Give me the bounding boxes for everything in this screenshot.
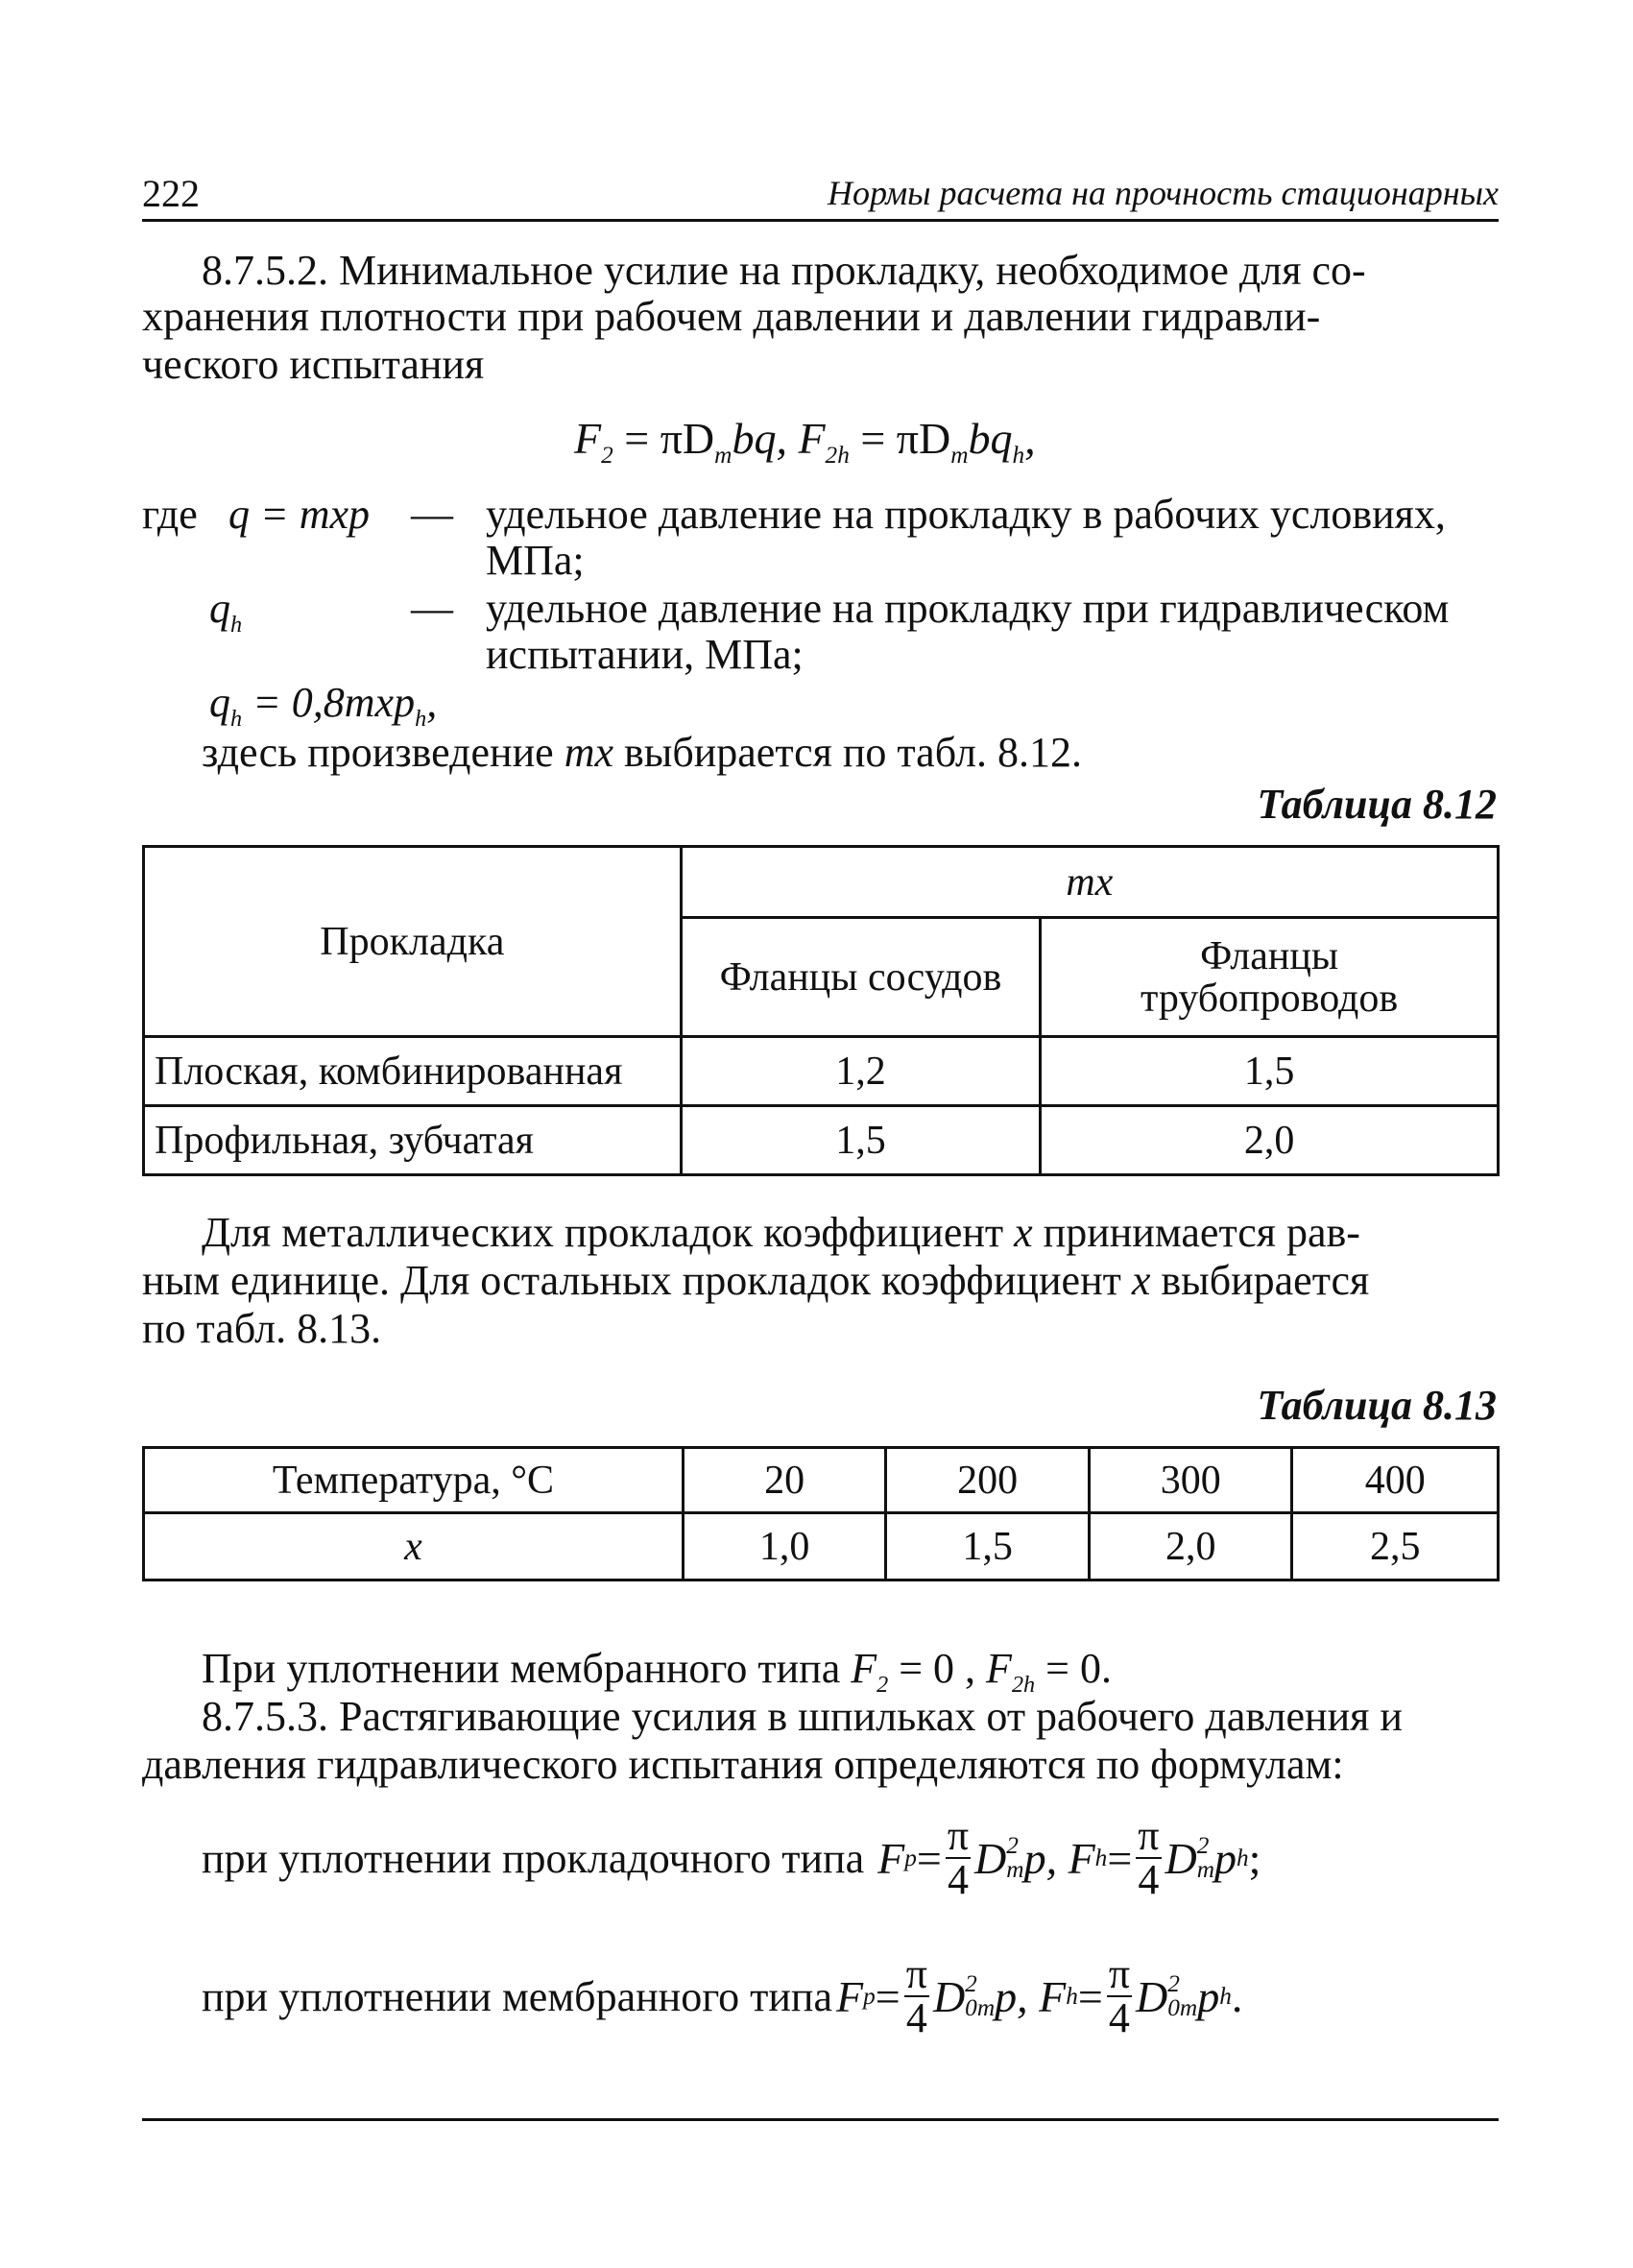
- q-text1: удельное давление на прокладку в рабочих условиях,: [486, 491, 1446, 538]
- table-row: [144, 1106, 1499, 1175]
- q-dash: —: [411, 491, 453, 538]
- page-number: 222: [142, 172, 200, 215]
- sec-8752-line1: 8.7.5.2. Минимальное усилие на прокладку, необходимое для со-: [202, 247, 1366, 294]
- formula-membrane: при уплотнении мембранного типа F p = $\frac{\pi}{4}$ D 2 0m p, F h = $\frac{\pi}{4}$ D 2 0m p h .: [202, 1950, 1243, 2041]
- cell-pipes: 2,0: [1041, 1106, 1499, 1175]
- header-pipes: Фланцы трубопроводов: [1041, 918, 1499, 1037]
- cell-x: 2,0: [1089, 1513, 1292, 1580]
- sec-8753-line2: давления гидравлического испытания определяются по формулам:: [142, 1741, 1344, 1788]
- table-row: [144, 1513, 1499, 1580]
- table-813: [142, 1446, 1500, 1581]
- cell-vessels: 1,5: [681, 1106, 1041, 1175]
- sec-8752-line2: хранения плотности при рабочем давлении и давлении гидравли-: [142, 293, 1321, 340]
- header-temperature: Температура, °С: [144, 1448, 684, 1513]
- x-para-line2: ным единице. Для остальных прокладок коэффициент x выбирается: [142, 1257, 1370, 1304]
- qh-formula: $q_h = 0,8mxp_h$,: [209, 679, 438, 732]
- x-para-line1: Для металлических прокладок коэффициент x принимается рав-: [202, 1209, 1360, 1256]
- membrane-sentence: При уплотнении мембранного типа $F_2 = 0$ , $F_{2h} = 0$.: [202, 1645, 1112, 1698]
- cell-temperature: 20: [683, 1448, 886, 1513]
- table-813-caption: Таблица 8.13: [1257, 1382, 1497, 1429]
- qh-dash: —: [411, 585, 453, 632]
- mx-note: здесь произведение mx выбирается по табл. 8.12.: [202, 729, 1082, 776]
- cell-x: 1,5: [886, 1513, 1090, 1580]
- header-rule: [142, 219, 1499, 222]
- q-text2: МПа;: [486, 537, 585, 584]
- qh-text1: удельное давление на прокладку при гидравлическом: [486, 585, 1450, 632]
- table-812: [142, 845, 1500, 1176]
- formula-f2: $F_2 = \pi D_mbq$, $F_{2h} = \pi D_mbq_h$,: [574, 414, 1036, 470]
- q-symbol: q = mxp: [228, 491, 370, 538]
- qh-text2: испытании, МПа;: [486, 631, 804, 678]
- cell-x: 2,5: [1292, 1513, 1499, 1580]
- table-812-caption: Таблица 8.12: [1257, 781, 1497, 828]
- cell-temperature: 300: [1089, 1448, 1292, 1513]
- table-row: [144, 1448, 1499, 1513]
- header-mx: mx: [681, 847, 1498, 918]
- qh-symbol: $q_h$: [209, 585, 243, 638]
- header-x: x: [144, 1513, 684, 1580]
- formula-gasket: при уплотнении прокладочного типа F p = $\frac{\pi}{4}$ D 2 m p, F h = $\frac{\pi}{4}$ D 2 m p h ;: [202, 1812, 1261, 1903]
- footer-rule: [142, 2118, 1499, 2121]
- sec-8752-line3: ческого испытания: [142, 341, 485, 388]
- cell-temperature: 200: [886, 1448, 1090, 1513]
- cell-gasket: Профильная, зубчатая: [144, 1106, 682, 1175]
- cell-x: 1,0: [683, 1513, 886, 1580]
- x-para-line3: по табл. 8.13.: [142, 1305, 382, 1352]
- cell-temperature: 400: [1292, 1448, 1499, 1513]
- cell-vessels: 1,2: [681, 1037, 1041, 1106]
- cell-gasket: Плоская, комбинированная: [144, 1037, 682, 1106]
- header-vessels: Фланцы сосудов: [681, 918, 1041, 1037]
- table-row: [144, 1037, 1499, 1106]
- running-title: Нормы расчета на прочность стационарных: [828, 174, 1499, 212]
- sec-8753-line1: 8.7.5.3. Растягивающие усилия в шпильках от рабочего давления и: [202, 1693, 1403, 1740]
- cell-pipes: 1,5: [1041, 1037, 1499, 1106]
- where-word: где: [142, 491, 198, 538]
- header-gasket: Прокладка: [144, 847, 682, 1037]
